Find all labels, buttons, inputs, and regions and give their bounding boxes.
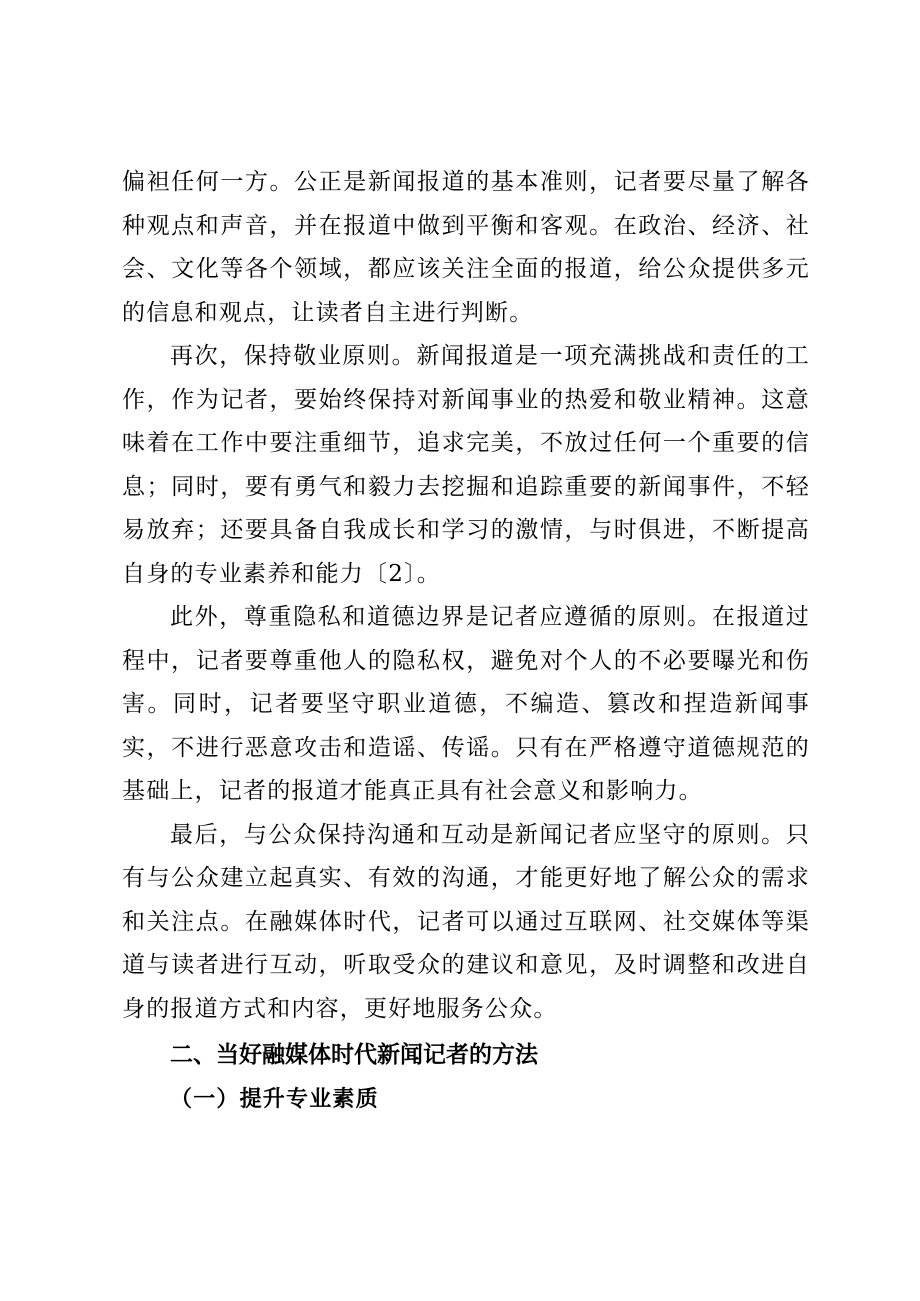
paragraph-continuation: 偏袒任何一方。公正是新闻报道的基本准则，记者要尽量了解各种观点和声音，并在报道中做到平衡和客观。在政治、经济、社会、文化等各个领域，都应该关注全面的报道，给公众提供多元的信息和观点，让读者自主进行判断。	[122, 169, 810, 326]
subsection-heading: （一）提升专业素质	[170, 1086, 379, 1112]
document-page	[122, 161, 810, 1121]
paragraph-privacy-ethics: 此外，尊重隐私和道德边界是记者应遵循的原则。在报道过程中，记者要尊重他人的隐私权，避免对个人的不必要曝光和伤害。同时，记者要坚守职业道德，不编造、篡改和捏造新闻事实，不进行恶意攻击和造谣、传谣。只有在严格遵守道德规范的基础上，记者的报道才能真正具有社会意义和影响力。	[122, 604, 810, 804]
paragraph-dedication-principle: 再次，保持敬业原则。新闻报道是一项充满挑战和责任的工作，作为记者，要始终保持对新闻事业的热爱和敬业精神。这意味着在工作中要注重细节，追求完美，不放过任何一个重要的信息；同时，要有勇气和毅力去挖掘和追踪重要的新闻事件，不轻易放弃；还要具备自我成长和学习的激情，与时俱进，不断提高自身的专业素养和能力〔2〕。	[122, 343, 810, 587]
section-heading: 二、当好融媒体时代新闻记者的方法	[170, 1042, 538, 1068]
paragraph-public-communication: 最后，与公众保持沟通和互动是新闻记者应坚守的原则。只有与公众建立起真实、有效的沟通，才能更好地了解公众的需求和关注点。在融媒体时代，记者可以通过互联网、社交媒体等渠道与读者进行互动，听取受众的建议和意见，及时调整和改进自身的报道方式和内容，更好地服务公众。	[122, 821, 810, 1022]
